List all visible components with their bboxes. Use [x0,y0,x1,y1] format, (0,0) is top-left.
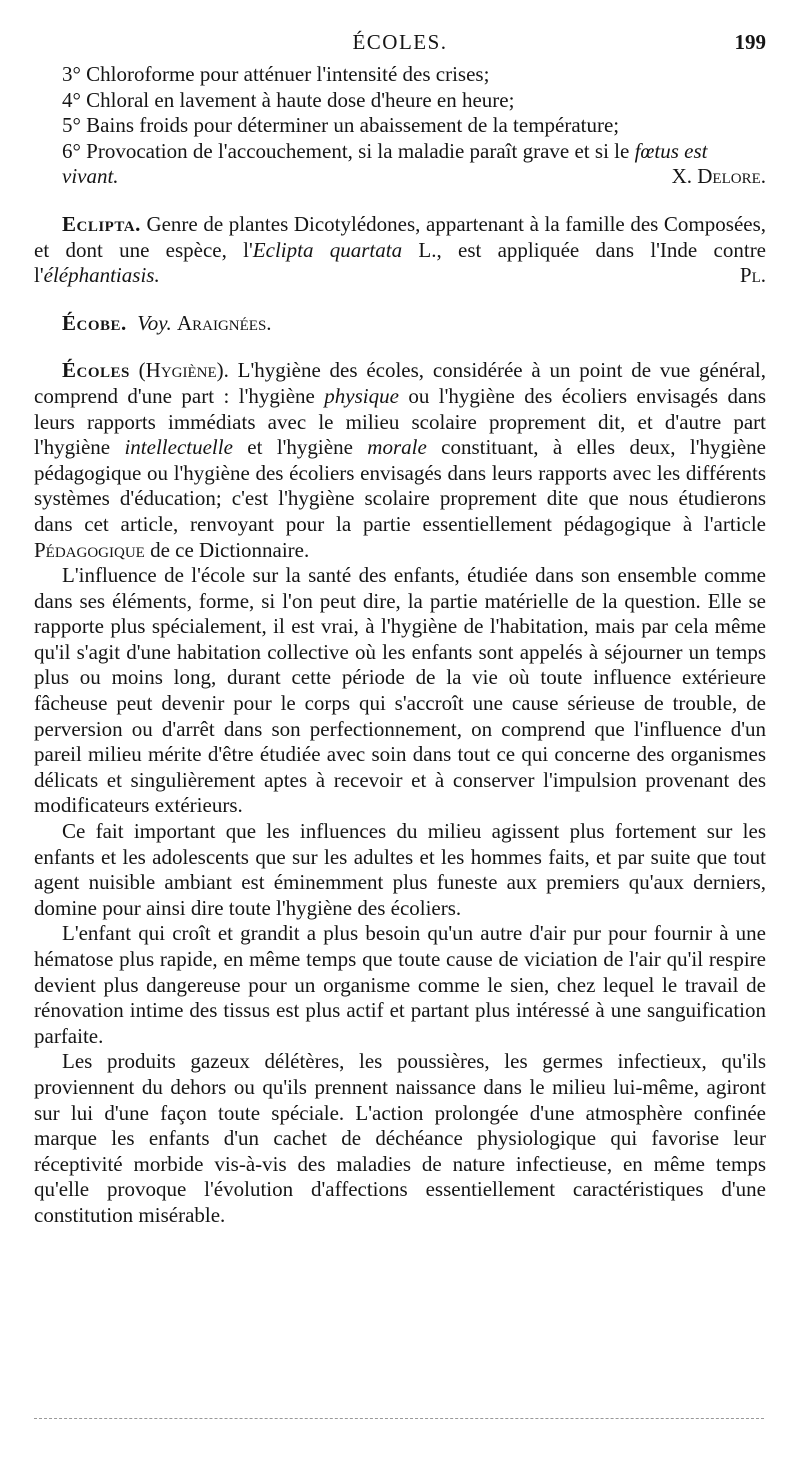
cross-reference: Araignées. [176,310,272,335]
page-body [34,62,766,1229]
paragraph: L'influence de l'école sur la santé des enfants, étudiée dans son ensemble comme dans ses éléments, forme, si l'on peut dire, la partie matérielle de la question. Elle se rapporte plus spécialement, il est vrai, à l'hygiène de l'habitation, mais par cela même qu'il s'agit d'une habitation collective où les enfants sont appelés à séjourner un temps plus ou moins long, durant cette période de la vie où toute influence extérieure fâcheuse peut devenir pour le corps qui s'accroît une cause sérieuse de trouble, de perversion ou d'arrêt dans son perfectionnement, on comprend que l'influence d'un pareil milieu mérite d'être étudiée avec soin dans tout ce qui concerne des organismes délicats et singulièrement aptes à recevoir et à conserver l'impulsion provenant des modificateurs extérieurs. [34,563,766,818]
paragraph-text: ou l'hygiène des écoliers envisagés dans leurs rapports immédiats avec le milieu scolaire proprement dit, et d'autre part l'hygiène [34,383,766,460]
entry-ecobe [34,311,766,337]
list-item-number: 6° [62,138,81,163]
paragraph-text: L'hygiène des écoles, considérée à un point de vue général, comprend d'une part : l'hygiène [34,358,767,408]
author-signature: X. Delore. [671,164,766,189]
paragraph-text: de ce Dictionnaire. [144,537,310,562]
list-item-number: 4° [62,87,81,112]
list-item-text: Bains froids pour déterminer un abaissement de la température; [86,113,620,138]
entry-subheading: (Hygiène). [138,358,229,383]
page-number: 199 [734,30,766,54]
entry-text: L., est appliquée dans l'Inde contre l' [34,237,767,288]
paragraph-italic: physique [324,383,399,408]
running-title: ÉCOLES. [352,30,448,54]
entry-italic: éléphantiasis. [43,263,160,288]
entry-text: Genre de plantes Dicotylédones, appartenant à la famille des Composées, et dont une espèce, l' [34,211,767,262]
page-header [34,30,766,58]
paragraph: L'enfant qui croît et grandit a plus besoin qu'un autre d'air pur pour fournir à une hématose plus rapide, en même temps que toute cause de viciation de l'air qu'il respire devient plus dangereuse pour un organisme comme le sien, chez lequel le travail de rénovation intime des tissus est plus actif et partant plus intéressé à une sanguification parfaite. [34,921,766,1048]
paragraph-text: et l'hygiène [232,435,368,460]
paragraph-italic: intellectuelle [124,435,233,460]
list-item [34,113,766,139]
paragraph: Ce fait important que les influences du milieu agissent plus fortement sur les enfants et les adolescents que sur les adultes et les hommes faits, et par suite que tout agent nuisible ambiant est éminemment plus funeste aux premiers qu'aux derniers, domine pour ainsi dire toute l'hygiène des écoliers. [34,819,766,920]
author-signature: Pl. [739,263,766,288]
entry-ecoles-paragraph [34,358,766,563]
paragraph: Les produits gazeux délétères, les poussières, les germes infectieux, qu'ils proviennent du dehors ou qu'ils prennent naissance dans le milieu lui-même, agiront sur lui d'une façon toute spéciale. L'action prolongée d'une atmosphère confinée marque les enfants d'un cachet de déchéance physiologique qui favorise leur réceptivité morbide vis-à-vis des maladies de nature infectieuse, en même temps qu'elle provoque l'évolution d'affections essentiellement caractéristiques d'une constitution misérable. [34,1049,766,1227]
entry-headword: Écobe. [62,310,127,335]
article-reference: Pédagogique [34,537,145,562]
entry-italic: Eclipta quartata [252,237,403,262]
list-item-italic: fœtus est vivant. [62,138,708,189]
list-item-text: Chloroforme pour atténuer l'intensité des crises; [86,62,490,86]
list-item [34,88,766,114]
list-item-number: 5° [62,113,81,138]
list-item-text: Provocation de l'accouchement, si la maladie paraît grave et si le [86,138,630,163]
cross-reference-label: Voy. [137,310,172,335]
footer-rule [34,1418,764,1419]
list-item [34,62,766,88]
entry-headword: Eclipta. [62,211,141,236]
list-item-text: Chloral en lavement à haute dose d'heure en heure; [86,87,515,112]
paragraph-text: constituant, à elles deux, l'hygiène pédagogique ou l'hygiène des écoliers envisagés dans leurs rapports avec les différents systèmes d'éducation; c'est l'hygiène scolaire proprement dite que nous étudierons dans cet article, renvoyant pour la partie essentiellement pédagogique à l'article [34,435,766,536]
entry-eclipta [34,212,766,289]
list-item [34,139,766,190]
entry-headword: Écoles [62,358,130,383]
paragraph-italic: morale [367,435,427,460]
list-item-number: 3° [62,62,81,86]
